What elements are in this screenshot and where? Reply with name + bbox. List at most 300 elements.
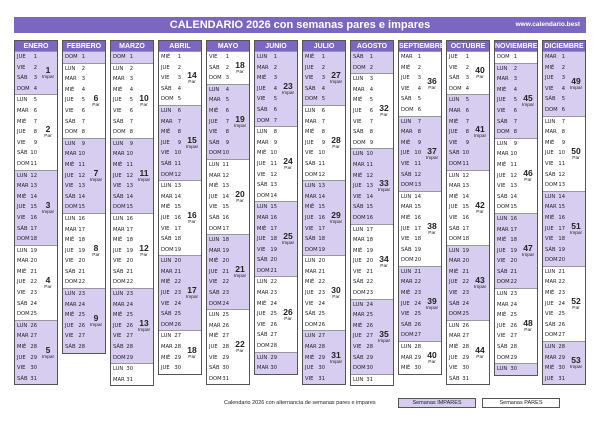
week-block	[159, 255, 201, 330]
day-number: 19	[558, 246, 565, 253]
week-number: 6	[93, 92, 99, 103]
day-number: 25	[30, 311, 37, 318]
week-block	[351, 299, 393, 374]
weekday-label: JUE	[305, 139, 314, 146]
week-block	[15, 51, 57, 94]
week-number: 5	[45, 344, 51, 355]
weekday-label: JUE	[65, 247, 74, 254]
week-parity: Impar	[569, 365, 583, 371]
week-number-label	[424, 297, 440, 311]
day-number: 9	[513, 140, 517, 147]
day-number: 2	[225, 64, 229, 71]
week-number: 45	[523, 92, 533, 103]
day-number: 18	[174, 236, 181, 243]
week-block	[255, 201, 297, 276]
weekday-label: LUN	[17, 97, 28, 104]
day-row	[159, 181, 201, 192]
week-number-label	[184, 211, 200, 225]
week-number: 51	[571, 220, 581, 231]
day-number: 25	[366, 312, 373, 319]
weekday-label: JUE	[449, 279, 458, 286]
weekday-label: SÁB	[161, 311, 172, 318]
weekday-label: SÁB	[17, 75, 28, 82]
weekday-label: DOM	[17, 236, 30, 243]
day-row	[111, 74, 153, 85]
week-number-label	[520, 319, 536, 333]
weekday-label: MIÉ	[161, 279, 171, 286]
weekday-label: MIÉ	[257, 150, 267, 157]
weekday-label: MAR	[401, 279, 413, 286]
weekday-label: JUE	[497, 172, 506, 179]
day-number: 2	[513, 65, 517, 72]
weekday-label: DOM	[305, 96, 318, 103]
day-number: 23	[270, 290, 277, 297]
day-row	[303, 320, 345, 331]
week-number: 14	[187, 70, 197, 81]
weekday-label: SÁB	[497, 268, 508, 275]
week-number: 36	[427, 75, 437, 86]
day-number: 12	[222, 172, 229, 179]
weekday-label: MIÉ	[65, 86, 75, 93]
weekday-label: VIE	[449, 64, 458, 71]
day-row	[543, 374, 585, 385]
day-number: 15	[318, 204, 325, 211]
day-number: 18	[462, 236, 469, 243]
weekday-label: MAR	[305, 193, 317, 200]
weekday-label: SÁB	[257, 332, 268, 339]
weekday-label: MIÉ	[497, 86, 507, 93]
weekday-label: MIÉ	[545, 64, 555, 71]
day-row	[63, 202, 105, 213]
weekday-label: MIÉ	[449, 344, 459, 351]
day-number: 13	[366, 183, 373, 190]
site-url[interactable]: www.calendario.best	[515, 21, 580, 28]
weekday-label: LUN	[305, 333, 316, 340]
week-number-label	[40, 125, 56, 139]
week-block	[447, 94, 489, 169]
day-number: 27	[366, 333, 373, 340]
day-row	[111, 375, 153, 386]
day-number: 2	[33, 64, 37, 71]
weekday-label: DOM	[209, 75, 222, 82]
weekday-label: MAR	[545, 279, 557, 286]
day-number: 20	[462, 258, 469, 265]
week-number-label	[376, 104, 392, 118]
week-block	[303, 255, 345, 330]
weekday-label: DOM	[161, 246, 174, 253]
day-number: 25	[174, 311, 181, 318]
day-number: 24	[462, 300, 469, 307]
day-row	[399, 245, 441, 256]
weekday-label: JUE	[17, 354, 26, 361]
weekday-label: DOM	[161, 321, 174, 328]
day-row	[111, 214, 153, 225]
day-number: 20	[414, 257, 421, 264]
day-row	[543, 277, 585, 288]
day-number: 11	[270, 160, 277, 167]
day-number: 21	[30, 268, 37, 275]
weekday-label: MAR	[305, 118, 317, 125]
day-row	[15, 256, 57, 267]
weekday-label: MAR	[305, 344, 317, 351]
week-block	[543, 51, 585, 116]
day-number: 26	[462, 322, 469, 329]
week-parity: Par	[428, 359, 436, 365]
day-number: 10	[414, 150, 421, 157]
day-row	[447, 246, 489, 257]
weekday-label: LUN	[353, 76, 364, 83]
day-row	[495, 64, 537, 75]
weekday-label: LUN	[497, 140, 508, 147]
weekday-label: LUN	[545, 193, 556, 200]
day-row	[63, 300, 105, 311]
weekday-label: JUE	[449, 129, 458, 136]
day-number: 17	[270, 225, 277, 232]
weekday-label: VIE	[353, 344, 362, 351]
day-row	[63, 225, 105, 236]
day-row	[447, 374, 489, 385]
legend-even-weeks: Semanas PARES	[482, 398, 560, 408]
week-block	[111, 138, 153, 213]
week-number: 17	[187, 285, 197, 296]
day-row	[63, 149, 105, 160]
day-number: 4	[465, 85, 469, 92]
day-row	[63, 52, 105, 63]
day-number: 16	[30, 214, 37, 221]
weekday-label: DOM	[545, 106, 558, 113]
day-number: 1	[177, 54, 181, 60]
weekday-label: LUN	[161, 258, 172, 265]
day-number: 23	[174, 290, 181, 297]
day-number: 9	[321, 139, 325, 146]
day-number: 18	[78, 237, 85, 244]
day-number: 27	[270, 332, 277, 339]
day-number: 26	[174, 321, 181, 328]
day-number: 23	[222, 290, 229, 297]
weekday-label: DOM	[113, 129, 126, 136]
week-parity: Impar	[425, 305, 439, 311]
weekday-label: VIE	[17, 214, 26, 221]
day-number: 6	[417, 106, 421, 113]
day-number: 25	[222, 312, 229, 319]
week-number-label	[424, 351, 440, 365]
month-agosto	[350, 40, 394, 386]
day-row	[159, 117, 201, 128]
day-row	[15, 84, 57, 95]
day-number: 6	[321, 107, 325, 114]
weekday-label: MAR	[257, 214, 269, 221]
weekday-label: MAR	[113, 151, 125, 158]
day-number: 21	[270, 267, 277, 274]
week-block	[207, 159, 249, 234]
weekday-label: JUE	[497, 247, 506, 254]
weekday-label: DOM	[401, 332, 414, 339]
weekday-label: VIE	[209, 54, 218, 60]
weekday-label: SÁB	[65, 118, 76, 125]
weekday-label: MAR	[353, 237, 365, 244]
week-number: 40	[427, 349, 437, 360]
weekday-label: JUE	[257, 236, 266, 243]
month-enero	[14, 40, 58, 385]
weekday-label: LUN	[161, 107, 172, 114]
day-number: 5	[417, 96, 421, 103]
day-row	[495, 277, 537, 288]
weekday-label: SÁB	[113, 344, 124, 351]
weekday-label: MIÉ	[449, 193, 459, 200]
weekday-label: MAR	[353, 312, 365, 319]
footer-caption: Calendario 2026 con alternancia de semanas pares e impares	[224, 400, 376, 406]
week-number-label	[88, 314, 104, 328]
week-block	[447, 320, 489, 385]
day-row	[303, 309, 345, 320]
day-row	[351, 310, 393, 321]
week-number: 34	[379, 253, 389, 264]
week-number: 3	[45, 199, 51, 210]
month-header: MARZO	[111, 40, 153, 51]
weekday-label: MIÉ	[353, 247, 363, 254]
day-number: 3	[465, 75, 469, 82]
week-block	[111, 363, 153, 385]
day-row	[447, 224, 489, 235]
day-number: 16	[270, 214, 277, 221]
day-row	[399, 267, 441, 278]
page-title: CALENDARIO 2026 con semanas pares e impares	[169, 19, 431, 31]
weekday-label: DOM	[257, 343, 270, 350]
week-block	[15, 245, 57, 320]
day-row	[159, 52, 201, 63]
day-number: 28	[558, 344, 565, 351]
day-row	[63, 331, 105, 342]
day-number: 25	[318, 311, 325, 318]
week-parity: Par	[236, 69, 244, 75]
day-number: 14	[126, 193, 133, 200]
weekday-label: MAR	[113, 76, 125, 83]
day-number: 1	[129, 54, 133, 60]
day-row	[447, 321, 489, 332]
day-number: 10	[462, 150, 469, 157]
week-parity: Par	[236, 199, 244, 205]
week-block	[543, 341, 585, 384]
day-number: 4	[273, 85, 277, 92]
day-number: 29	[174, 354, 181, 361]
day-number: 27	[318, 333, 325, 340]
day-row	[159, 106, 201, 117]
week-number-label	[328, 71, 344, 85]
week-parity: Impar	[233, 123, 247, 129]
day-number: 10	[510, 151, 517, 158]
day-row	[111, 52, 153, 63]
day-number: 13	[222, 183, 229, 190]
week-parity: Par	[140, 252, 148, 258]
weekday-label: MIÉ	[17, 344, 27, 351]
day-number: 23	[78, 291, 85, 298]
weekday-label: JUE	[161, 139, 170, 146]
day-row	[543, 245, 585, 256]
day-number: 25	[510, 312, 517, 319]
day-number: 4	[513, 86, 517, 93]
weekday-label: LUN	[17, 172, 28, 179]
day-number: 8	[33, 129, 37, 136]
day-number: 16	[78, 215, 85, 222]
day-number: 26	[318, 321, 325, 328]
week-number-label	[472, 201, 488, 215]
week-parity: Impar	[233, 274, 247, 280]
day-number: 21	[174, 268, 181, 275]
week-number: 22	[235, 339, 245, 350]
weekday-label: MAR	[545, 54, 557, 60]
day-row	[303, 245, 345, 256]
day-row	[543, 127, 585, 138]
day-number: 15	[510, 204, 517, 211]
day-number: 15	[222, 204, 229, 211]
week-number: 49	[571, 75, 581, 86]
day-row	[351, 202, 393, 213]
day-number: 23	[30, 290, 37, 297]
weekday-label: JUE	[113, 322, 122, 329]
weekday-label: SÁB	[401, 321, 412, 328]
day-row	[111, 127, 153, 138]
weekday-label: MIÉ	[161, 204, 171, 211]
weekday-label: LUN	[449, 97, 460, 104]
weekday-label: DOM	[353, 214, 366, 221]
weekday-label: SÁB	[449, 375, 460, 382]
weekday-label: JUE	[401, 300, 410, 307]
week-parity: Par	[524, 328, 532, 334]
day-number: 30	[558, 365, 565, 372]
weekday-label: MAR	[65, 151, 77, 158]
weekday-label: VIE	[17, 290, 26, 297]
day-row	[159, 234, 201, 245]
weekday-label: LUN	[257, 204, 268, 211]
day-number: 19	[126, 247, 133, 254]
week-block	[447, 51, 489, 94]
week-block	[207, 309, 249, 384]
day-number: 26	[414, 321, 421, 328]
day-number: 24	[414, 300, 421, 307]
weekday-label: JUE	[401, 225, 410, 232]
weekday-label: SÁB	[353, 129, 364, 136]
day-number: 12	[318, 171, 325, 178]
day-number: 17	[78, 226, 85, 233]
day-row	[543, 117, 585, 128]
day-number: 9	[465, 139, 469, 146]
weekday-label: VIE	[209, 354, 218, 361]
weekday-label: MAR	[161, 268, 173, 275]
week-number-label	[232, 265, 248, 279]
day-number: 3	[513, 76, 517, 83]
day-row	[111, 342, 153, 353]
day-row	[63, 192, 105, 203]
weekday-label: JUE	[353, 333, 362, 340]
day-number: 22	[414, 279, 421, 286]
day-number: 17	[558, 225, 565, 232]
day-number: 18	[318, 236, 325, 243]
weekday-label: MAR	[353, 161, 365, 168]
day-row	[207, 224, 249, 235]
day-number: 15	[558, 204, 565, 211]
week-parity: Par	[476, 75, 484, 81]
day-row	[15, 171, 57, 182]
weekday-label: LUN	[305, 183, 316, 190]
day-number: 11	[222, 161, 229, 168]
day-row	[495, 127, 537, 138]
week-number: 25	[283, 231, 293, 242]
week-block	[495, 63, 537, 138]
weekday-label: MIÉ	[257, 300, 267, 307]
day-row	[351, 225, 393, 236]
weekday-label: SÁB	[305, 160, 316, 167]
weekday-label: VIE	[305, 375, 314, 382]
day-number: 21	[462, 268, 469, 275]
day-number: 13	[318, 183, 325, 190]
day-number: 16	[222, 214, 229, 221]
day-number: 30	[462, 365, 469, 372]
week-parity: Impar	[89, 177, 103, 183]
day-number: 8	[465, 129, 469, 136]
day-number: 26	[270, 321, 277, 328]
weekday-label: LUN	[449, 247, 460, 254]
week-number-label	[280, 82, 296, 96]
weekday-label: SÁB	[17, 225, 28, 232]
month-header: FEBRERO	[63, 40, 105, 51]
week-number: 42	[475, 199, 485, 210]
day-number: 13	[510, 183, 517, 190]
week-parity: Impar	[377, 188, 391, 194]
day-number: 31	[126, 376, 133, 383]
weekday-label: MAR	[161, 118, 173, 125]
week-block	[351, 374, 393, 386]
day-row	[15, 224, 57, 235]
day-row	[447, 234, 489, 245]
weekday-label: DOM	[497, 279, 510, 286]
week-parity: Par	[92, 252, 100, 258]
day-number: 14	[30, 193, 37, 200]
day-number: 4	[33, 85, 37, 92]
weekday-label: LUN	[161, 183, 172, 190]
day-number: 11	[462, 160, 469, 167]
day-row	[495, 225, 537, 236]
month-header: JULIO	[303, 40, 345, 51]
day-number: 22	[510, 279, 517, 286]
day-number: 1	[561, 54, 565, 60]
day-row	[351, 277, 393, 288]
day-number: 5	[369, 97, 373, 104]
day-row	[207, 288, 249, 299]
day-number: 10	[558, 150, 565, 157]
weekday-label: DOM	[257, 192, 270, 199]
week-number-label	[376, 255, 392, 269]
week-number-label	[568, 77, 584, 91]
weekday-label: MAR	[209, 247, 221, 254]
week-number-label	[40, 346, 56, 360]
day-number: 17	[510, 226, 517, 233]
day-number: 15	[126, 204, 133, 211]
day-number: 3	[561, 75, 565, 82]
weekday-label: MAR	[17, 183, 29, 190]
week-number: 41	[475, 124, 485, 135]
day-number: 19	[270, 246, 277, 253]
day-number: 12	[414, 171, 421, 178]
week-block	[207, 84, 249, 159]
day-row	[447, 148, 489, 159]
day-number: 3	[33, 75, 37, 82]
weekday-label: VIE	[209, 129, 218, 136]
day-number: 4	[417, 85, 421, 92]
day-row	[255, 353, 297, 364]
weekday-label: LUN	[449, 322, 460, 329]
day-row	[111, 353, 153, 364]
day-number: 2	[369, 64, 373, 71]
